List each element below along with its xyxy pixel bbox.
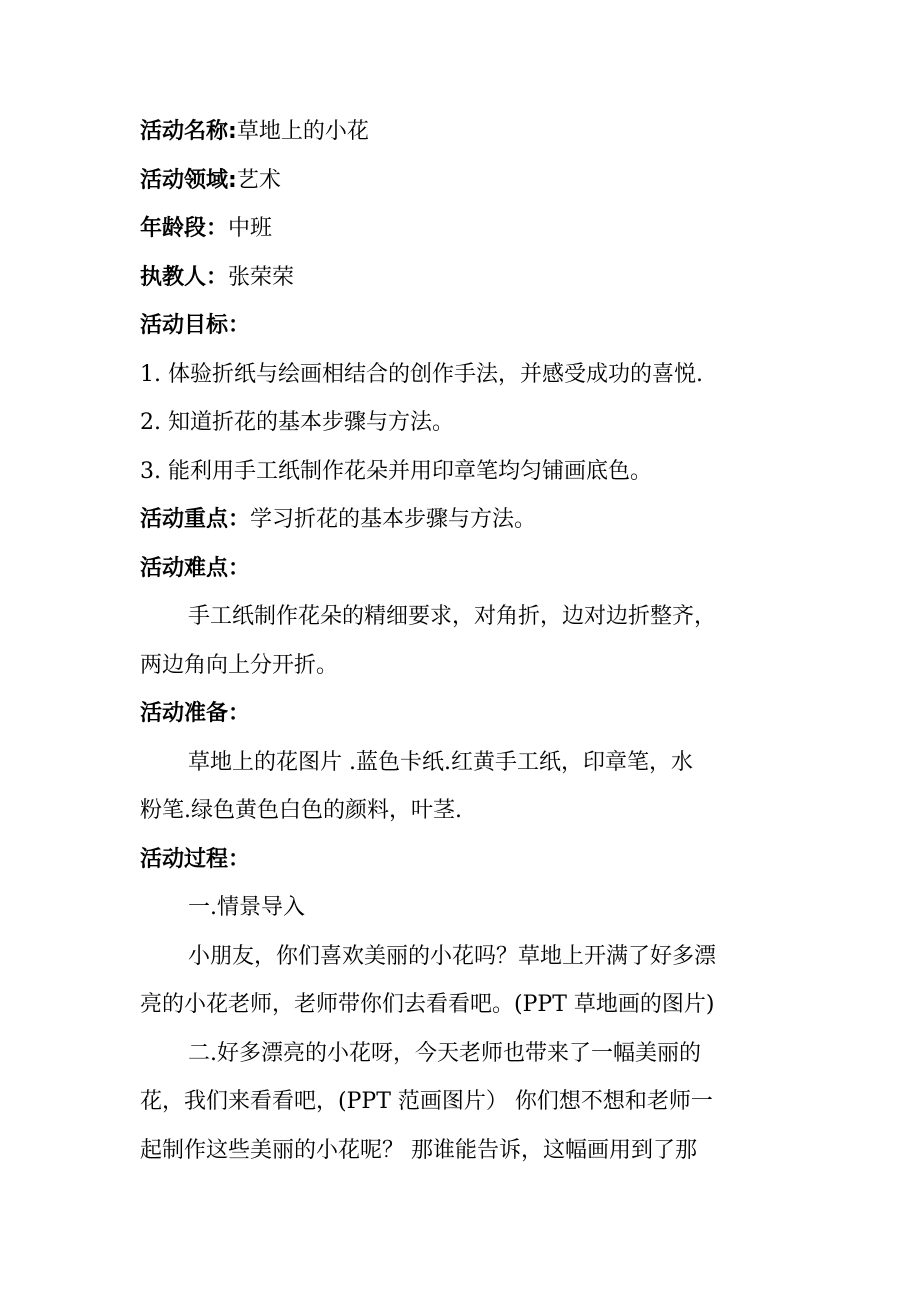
process-heading: 活动过程： — [140, 846, 251, 872]
process-step-2-line-2: 花，我们来看看吧，(PPT 范画图片） 你们想不想和老师一 — [140, 1089, 713, 1114]
goal-item-2: 2. 知道折花的基本步骤与方法。 — [140, 410, 454, 435]
goal-item-1: 1. 体验折纸与绘画相结合的创作手法，并感受成功的喜悦. — [140, 361, 703, 387]
process-step-2-line-3: 起制作这些美丽的小花呢？ 那谁能告诉，这幅画用到了那 — [140, 1137, 697, 1163]
goals-heading: 活动目标： — [140, 313, 251, 338]
document-page — [140, 108, 790, 1175]
preparation-text-line-1: 草地上的花图片 .蓝色卡纸.红黄手工纸，印章笔，水 — [188, 749, 693, 775]
age-group-label: 年龄段： — [140, 216, 229, 241]
activity-name-row — [140, 108, 790, 157]
difficulty-text-line-1: 手工纸制作花朵的精细要求，对角折，边对边折整齐， — [188, 604, 717, 629]
process-step-1-line-1: 小朋友，你们喜欢美丽的小花吗？草地上开满了好多漂 — [188, 943, 717, 969]
difficulty-heading: 活动难点： — [140, 555, 251, 581]
difficulty-text-line-2: 两边角向上分开折。 — [140, 652, 339, 678]
age-group-value: 中班 — [228, 216, 273, 241]
preparation-text-line-2: 粉笔.绿色黄色白色的颜料，叶茎. — [140, 798, 462, 823]
key-point-value: 学习折花的基本步骤与方法。 — [250, 507, 537, 532]
activity-domain-value: 艺术 — [236, 167, 281, 193]
activity-domain-label: 活动领域: — [140, 167, 237, 193]
teacher-label: 执教人： — [140, 264, 229, 290]
teacher-row — [140, 254, 790, 303]
activity-name-value: 草地上的小花 — [236, 119, 369, 144]
process-step-1-title: 一.情景导入 — [188, 895, 305, 920]
process-step-2-line-1: 二.好多漂亮的小花呀，今天老师也带来了一幅美丽的 — [188, 1040, 701, 1066]
key-point-row — [140, 496, 790, 545]
age-group-row — [140, 205, 790, 254]
preparation-heading: 活动准备： — [140, 701, 251, 726]
goal-item-3: 3. 能利用手工纸制作花朵并用印章笔均匀铺画底色。 — [140, 458, 652, 484]
key-point-label: 活动重点： — [140, 507, 251, 532]
process-step-1-line-2: 亮的小花老师，老师带你们去看看吧。(PPT 草地画的图片) — [140, 992, 715, 1017]
teacher-value: 张荣荣 — [228, 264, 295, 290]
activity-name-label: 活动名称: — [140, 119, 237, 144]
activity-domain-row — [140, 157, 790, 206]
